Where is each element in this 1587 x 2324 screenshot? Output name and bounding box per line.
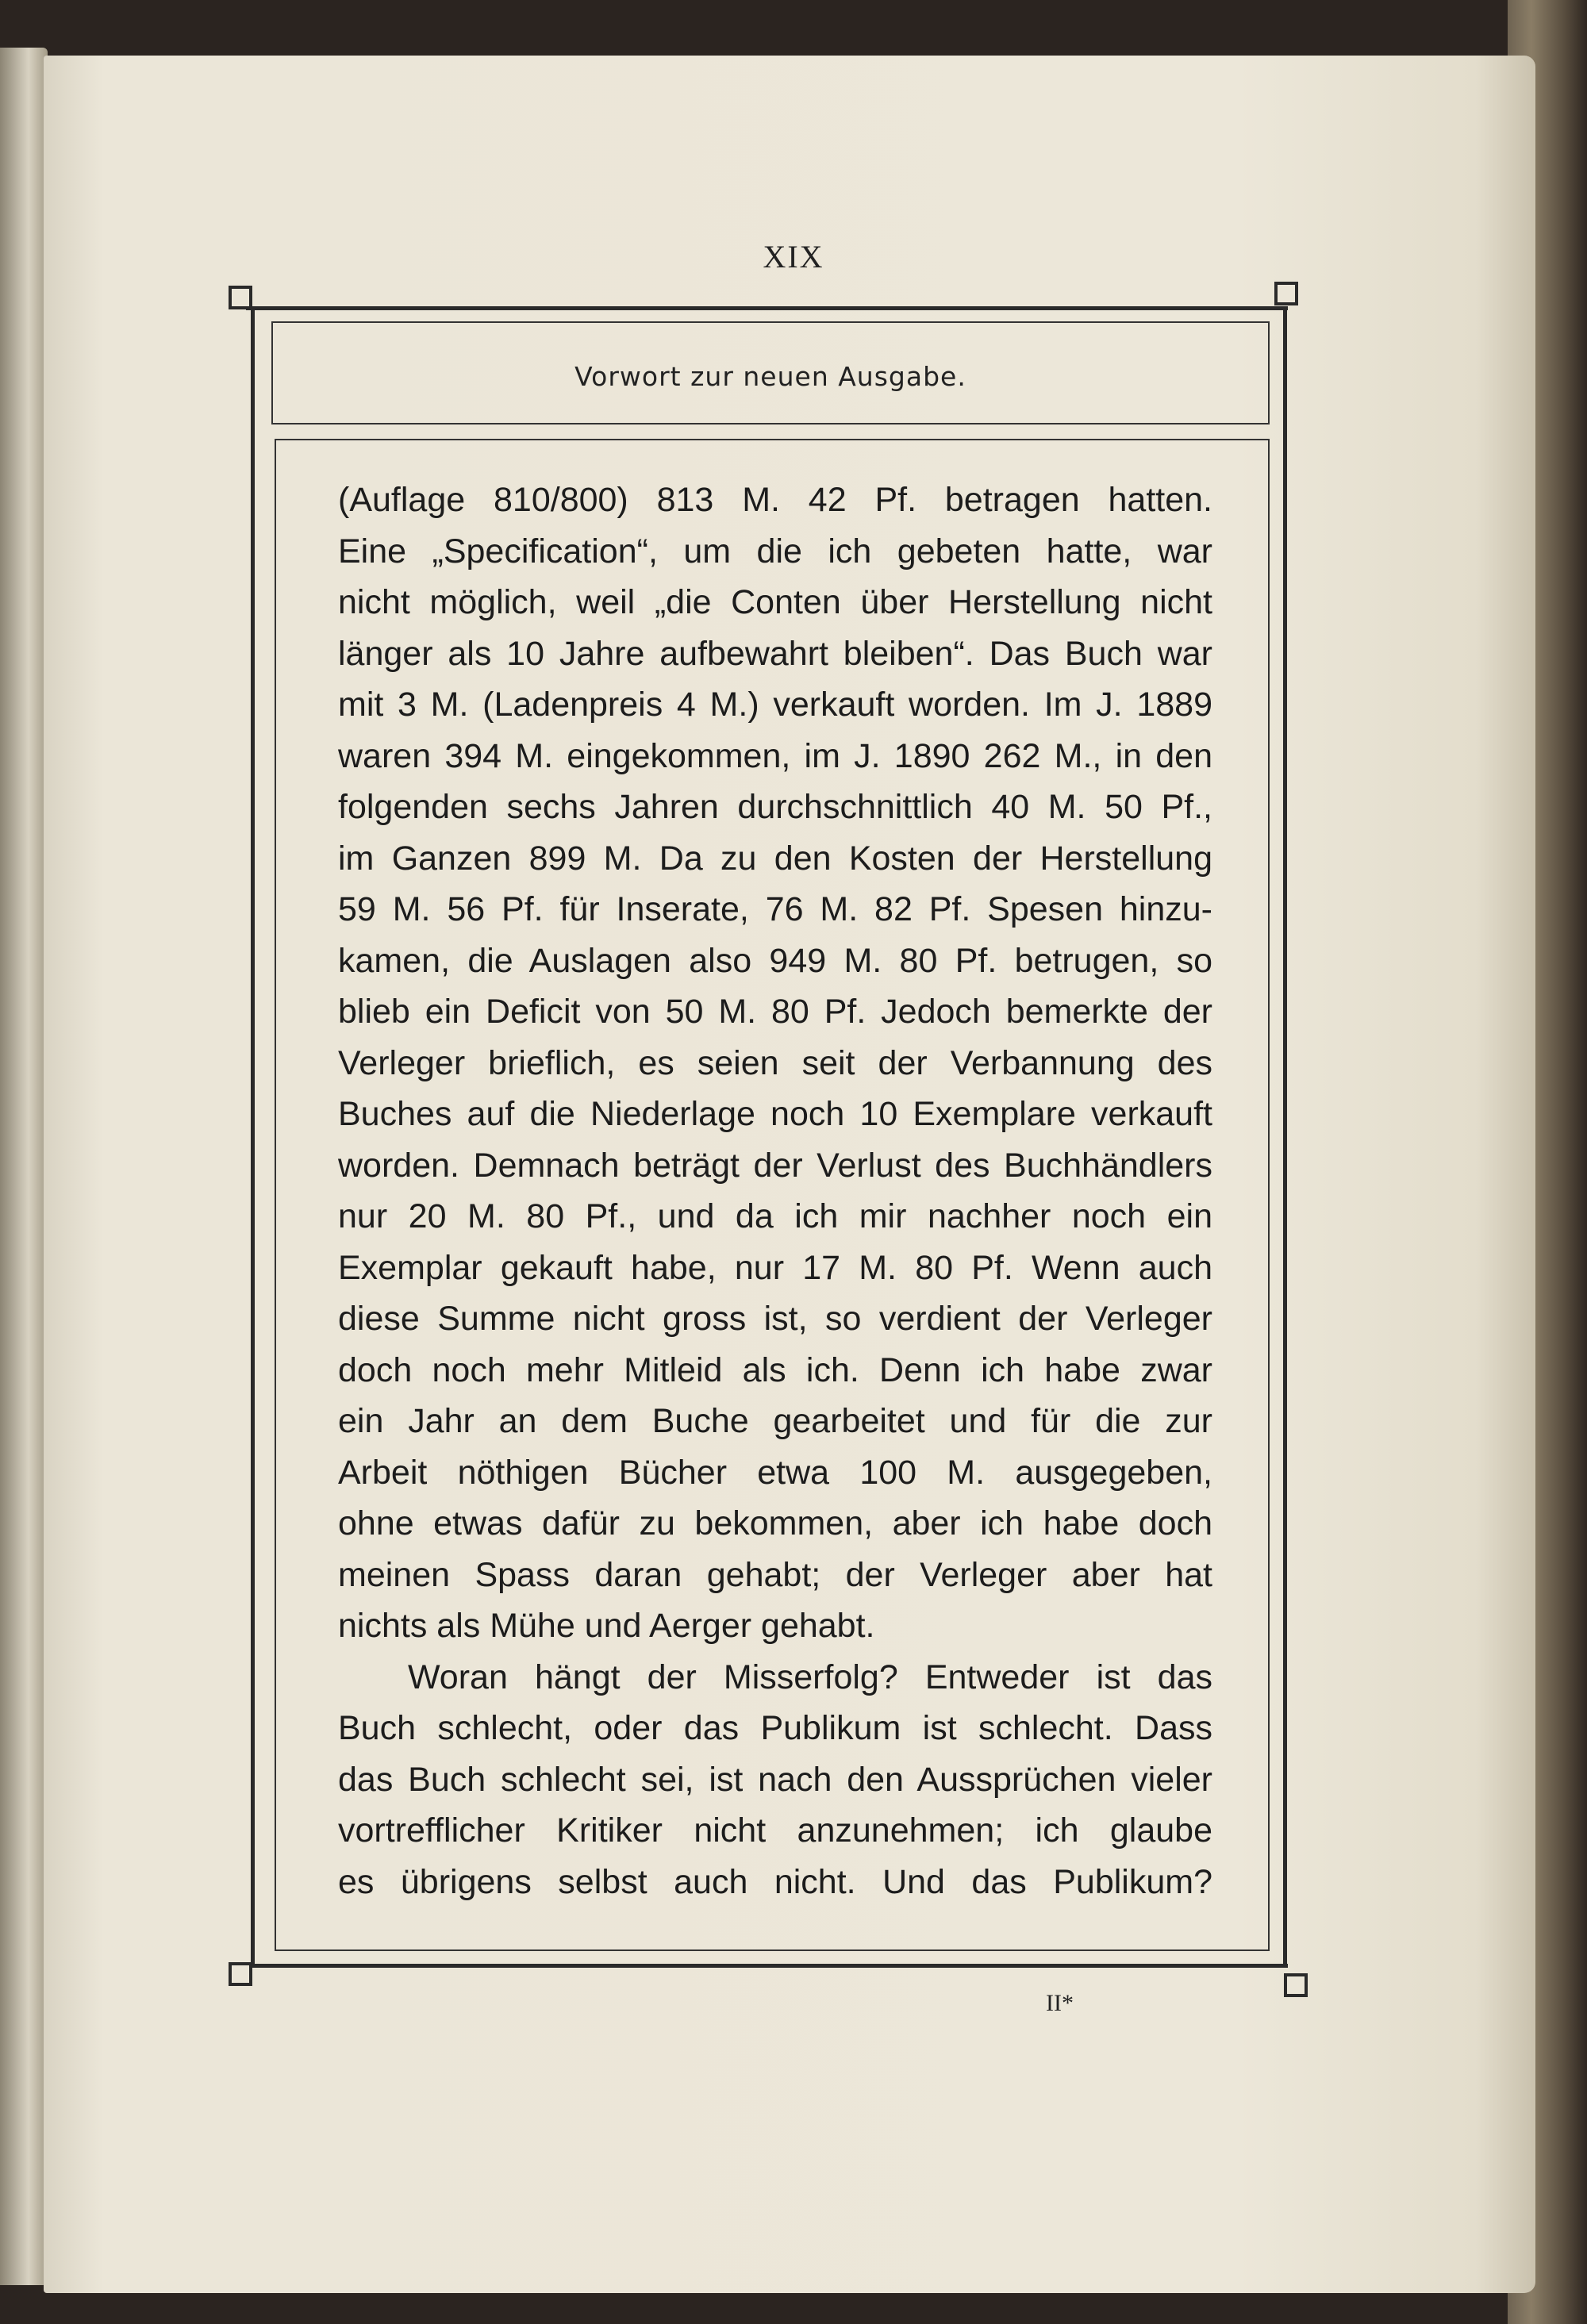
text-line: ohne etwas dafür zu bekommen, aber ich habe doch xyxy=(338,1504,1212,1542)
page-number-roman: XIX xyxy=(763,239,824,275)
text-line: Woran hängt der Misserfolg? Entweder ist das xyxy=(408,1658,1212,1696)
text-line: nichts als Mühe und Aerger gehabt. xyxy=(338,1607,875,1645)
text-line: Verleger brieflich, es seien seit der Verbannung des xyxy=(338,1043,1212,1082)
text-line: (Auflage 810/800) 813 M. 42 Pf. betragen hatten. xyxy=(338,481,1212,519)
text-line: länger als 10 Jahre aufbewahrt bleiben“. Das Buch war xyxy=(338,634,1212,673)
frame-top-rule xyxy=(246,306,1288,310)
text-line: das Buch schlecht sei, ist nach den Aussprüchen vieler xyxy=(338,1760,1212,1799)
signature-mark: II* xyxy=(1046,1990,1074,2016)
text-line: 59 M. 56 Pf. für Inserate, 76 M. 82 Pf. Spesen hinzu- xyxy=(338,890,1212,928)
frame-left-rule xyxy=(251,306,255,1968)
text-line: meinen Spass daran gehabt; der Verleger aber hat xyxy=(338,1555,1212,1594)
text-line: folgenden sechs Jahren durchschnittlich 40 M. 50 Pf., xyxy=(338,788,1212,826)
text-line: doch noch mehr Mitleid als ich. Denn ich habe zwar xyxy=(338,1350,1212,1389)
section-title: Vorwort zur neuen Ausgabe. xyxy=(574,361,966,392)
frame-corner-top-right xyxy=(1274,282,1298,305)
text-line: mit 3 M. (Ladenpreis 4 M.) verkauft worden. Im J. 1889 xyxy=(338,686,1212,724)
text-line: Buches auf die Niederlage noch 10 Exemplare verkauft xyxy=(338,1095,1212,1133)
frame-right-rule xyxy=(1283,306,1287,1968)
text-line: im Ganzen 899 M. Da zu den Kosten der Herstellung xyxy=(338,839,1212,878)
text-line: Arbeit nöthigen Bücher etwa 100 M. ausgegeben, xyxy=(338,1453,1212,1492)
text-line: ein Jahr an dem Buche gearbeitet und für die zur xyxy=(338,1402,1212,1440)
text-line: diese Summe nicht gross ist, so verdient der Verleger xyxy=(338,1300,1212,1338)
text-line: blieb ein Deficit von 50 M. 80 Pf. Jedoch bemerkte der xyxy=(338,993,1212,1031)
frame-corner-bottom-right xyxy=(1284,1973,1308,1997)
frame-corner-bottom-left xyxy=(229,1962,252,1986)
facing-page-edge xyxy=(0,48,48,2285)
frame-corner-top-left xyxy=(229,286,252,309)
text-line: nicht möglich, weil „die Conten über Herstellung nicht xyxy=(338,583,1212,621)
text-line: nur 20 M. 80 Pf., und da ich mir nachher noch ein xyxy=(338,1197,1212,1235)
text-line: Buch schlecht, oder das Publikum ist schlecht. Dass xyxy=(338,1709,1212,1747)
frame-bottom-rule xyxy=(246,1964,1288,1968)
text-line: Exemplar gekauft habe, nur 17 M. 80 Pf. Wenn auch xyxy=(338,1248,1212,1287)
text-line: waren 394 M. eingekommen, im J. 1890 262 M., in den xyxy=(338,736,1212,775)
text-line: worden. Demnach beträgt der Verlust des Buchhändlers xyxy=(338,1146,1212,1185)
text-line: Eine „Specification“, um die ich gebeten hatte, war xyxy=(338,532,1212,570)
text-line: kamen, die Auslagen also 949 M. 80 Pf. betrugen, so xyxy=(338,941,1212,980)
text-line: es übrigens selbst auch nicht. Und das Publikum? xyxy=(338,1862,1212,1901)
text-line: vortrefflicher Kritiker nicht anzunehmen; ich glaube xyxy=(338,1811,1212,1850)
body-text xyxy=(338,474,1212,1907)
